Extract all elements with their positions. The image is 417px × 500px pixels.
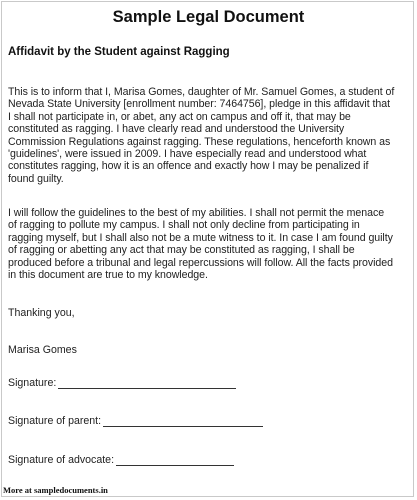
advocate-signature-line [116, 454, 234, 466]
commitment-paragraph [8, 207, 410, 281]
source-footer: More at sampledocuments.in [3, 485, 108, 495]
paragraph-line: of ragging or abetting any act that may be constituted as ragging, I shall be [8, 244, 355, 257]
signature-label: Signature: [8, 377, 57, 389]
paragraph-line: Commission Regulations against ragging. These regulations, henceforth known as [8, 135, 391, 148]
paragraph-line: constitutes ragging, how it is an offence and exactly how I may be penalized if [8, 160, 369, 173]
parent-signature-label: Signature of parent: [8, 415, 102, 427]
parent-signature-line [103, 415, 263, 427]
affidavit-heading: Affidavit by the Student against Ragging [8, 46, 230, 58]
signer-name: Marisa Gomes [8, 344, 77, 356]
signature-line [58, 377, 236, 389]
paragraph-line: produced before a tribunal and legal repercussions will follow. All the facts provided [8, 256, 393, 269]
document-title: Sample Legal Document [112, 8, 305, 26]
paragraph-line: I shall not participate in, or abet, any act on campus and off it, that may be [8, 110, 351, 123]
paragraph-line: found guilty. [8, 172, 64, 185]
paragraph-line: 'guidelines', were issued in 2009. I have especially read and understood what [8, 148, 367, 161]
signature-row [8, 377, 236, 389]
pledge-paragraph [8, 86, 410, 185]
advocate-signature-label: Signature of advocate: [8, 454, 115, 466]
paragraph-line: of ragging to pollute my campus. I shall not only decline from participating in [8, 219, 360, 232]
advocate-signature-row [8, 454, 234, 466]
paragraph-line: Nevada State University [enrollment number: 7464756], pledge in this affidavit that [8, 98, 390, 111]
paragraph-line: constituted as ragging. I have clearly read and understood the University [8, 123, 345, 136]
paragraph-line: in this document are true to my knowledge. [8, 269, 208, 282]
closing-line: Thanking you, [8, 307, 75, 319]
paragraph-line: This is to inform that I, Marisa Gomes, daughter of Mr. Samuel Gomes, a student of [8, 86, 395, 98]
paragraph-line: I will follow the guidelines to the best of my abilities. I shall not permit the menace [8, 207, 385, 219]
paragraph-line: ragging myself, but I shall also not be a mute witness to it. In case I am found guilty [8, 231, 393, 244]
parent-signature-row [8, 415, 263, 427]
